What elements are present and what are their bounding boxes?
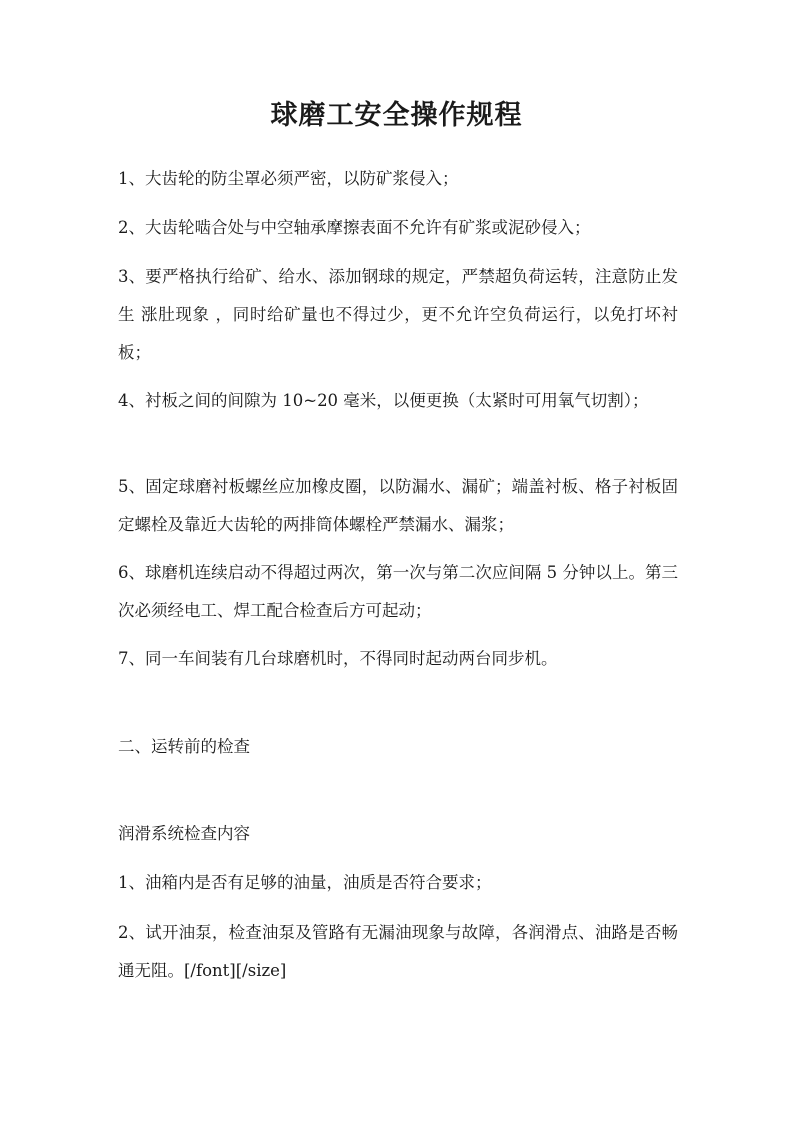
rule-item-1: 1、大齿轮的防尘罩必须严密，以防矿浆侵入； — [118, 169, 459, 188]
rule-item-7: 7、同一车间装有几台球磨机时，不得同时起动两台同步机。 — [118, 649, 558, 668]
rule-item-4: 4、衬板之间的间隙为 10~20 毫米，以便更换（太紧时可用氧气切割）； — [118, 391, 649, 410]
check-item-2: 2、试开油泵，检查油泵及管路有无漏油现象与故障，各润滑点、油路是否畅通无阻。[/font][/size] — [118, 923, 678, 980]
document-title: 球磨工安全操作规程 — [270, 100, 523, 131]
section-heading: 二、运转前的检查 — [118, 737, 250, 756]
rule-item-6: 6、球磨机连续启动不得超过两次，第一次与第二次应间隔 5 分钟以上。第三次必须经电工、焊工配合检查后方可起动； — [118, 563, 678, 620]
subheading: 润滑系统检查内容 — [118, 824, 250, 843]
rule-item-2: 2、大齿轮啮合处与中空轴承摩擦表面不允许有矿浆或泥砂侵入； — [118, 218, 591, 237]
rule-item-5: 5、固定球磨衬板螺丝应加橡皮圈，以防漏水、漏矿；端盖衬板、格子衬板固定螺栓及靠近大齿轮的两排筒体螺栓严禁漏水、漏浆； — [118, 477, 678, 534]
check-item-1: 1、油箱内是否有足够的油量，油质是否符合要求； — [118, 873, 492, 892]
rule-item-3: 3、要严格执行给矿、给水、添加钢球的规定，严禁超负荷运转，注意防止发生 涨肚现象 ，同时给矿量也不得过少，更不允许空负荷运行，以免打坏衬板； — [118, 267, 678, 362]
